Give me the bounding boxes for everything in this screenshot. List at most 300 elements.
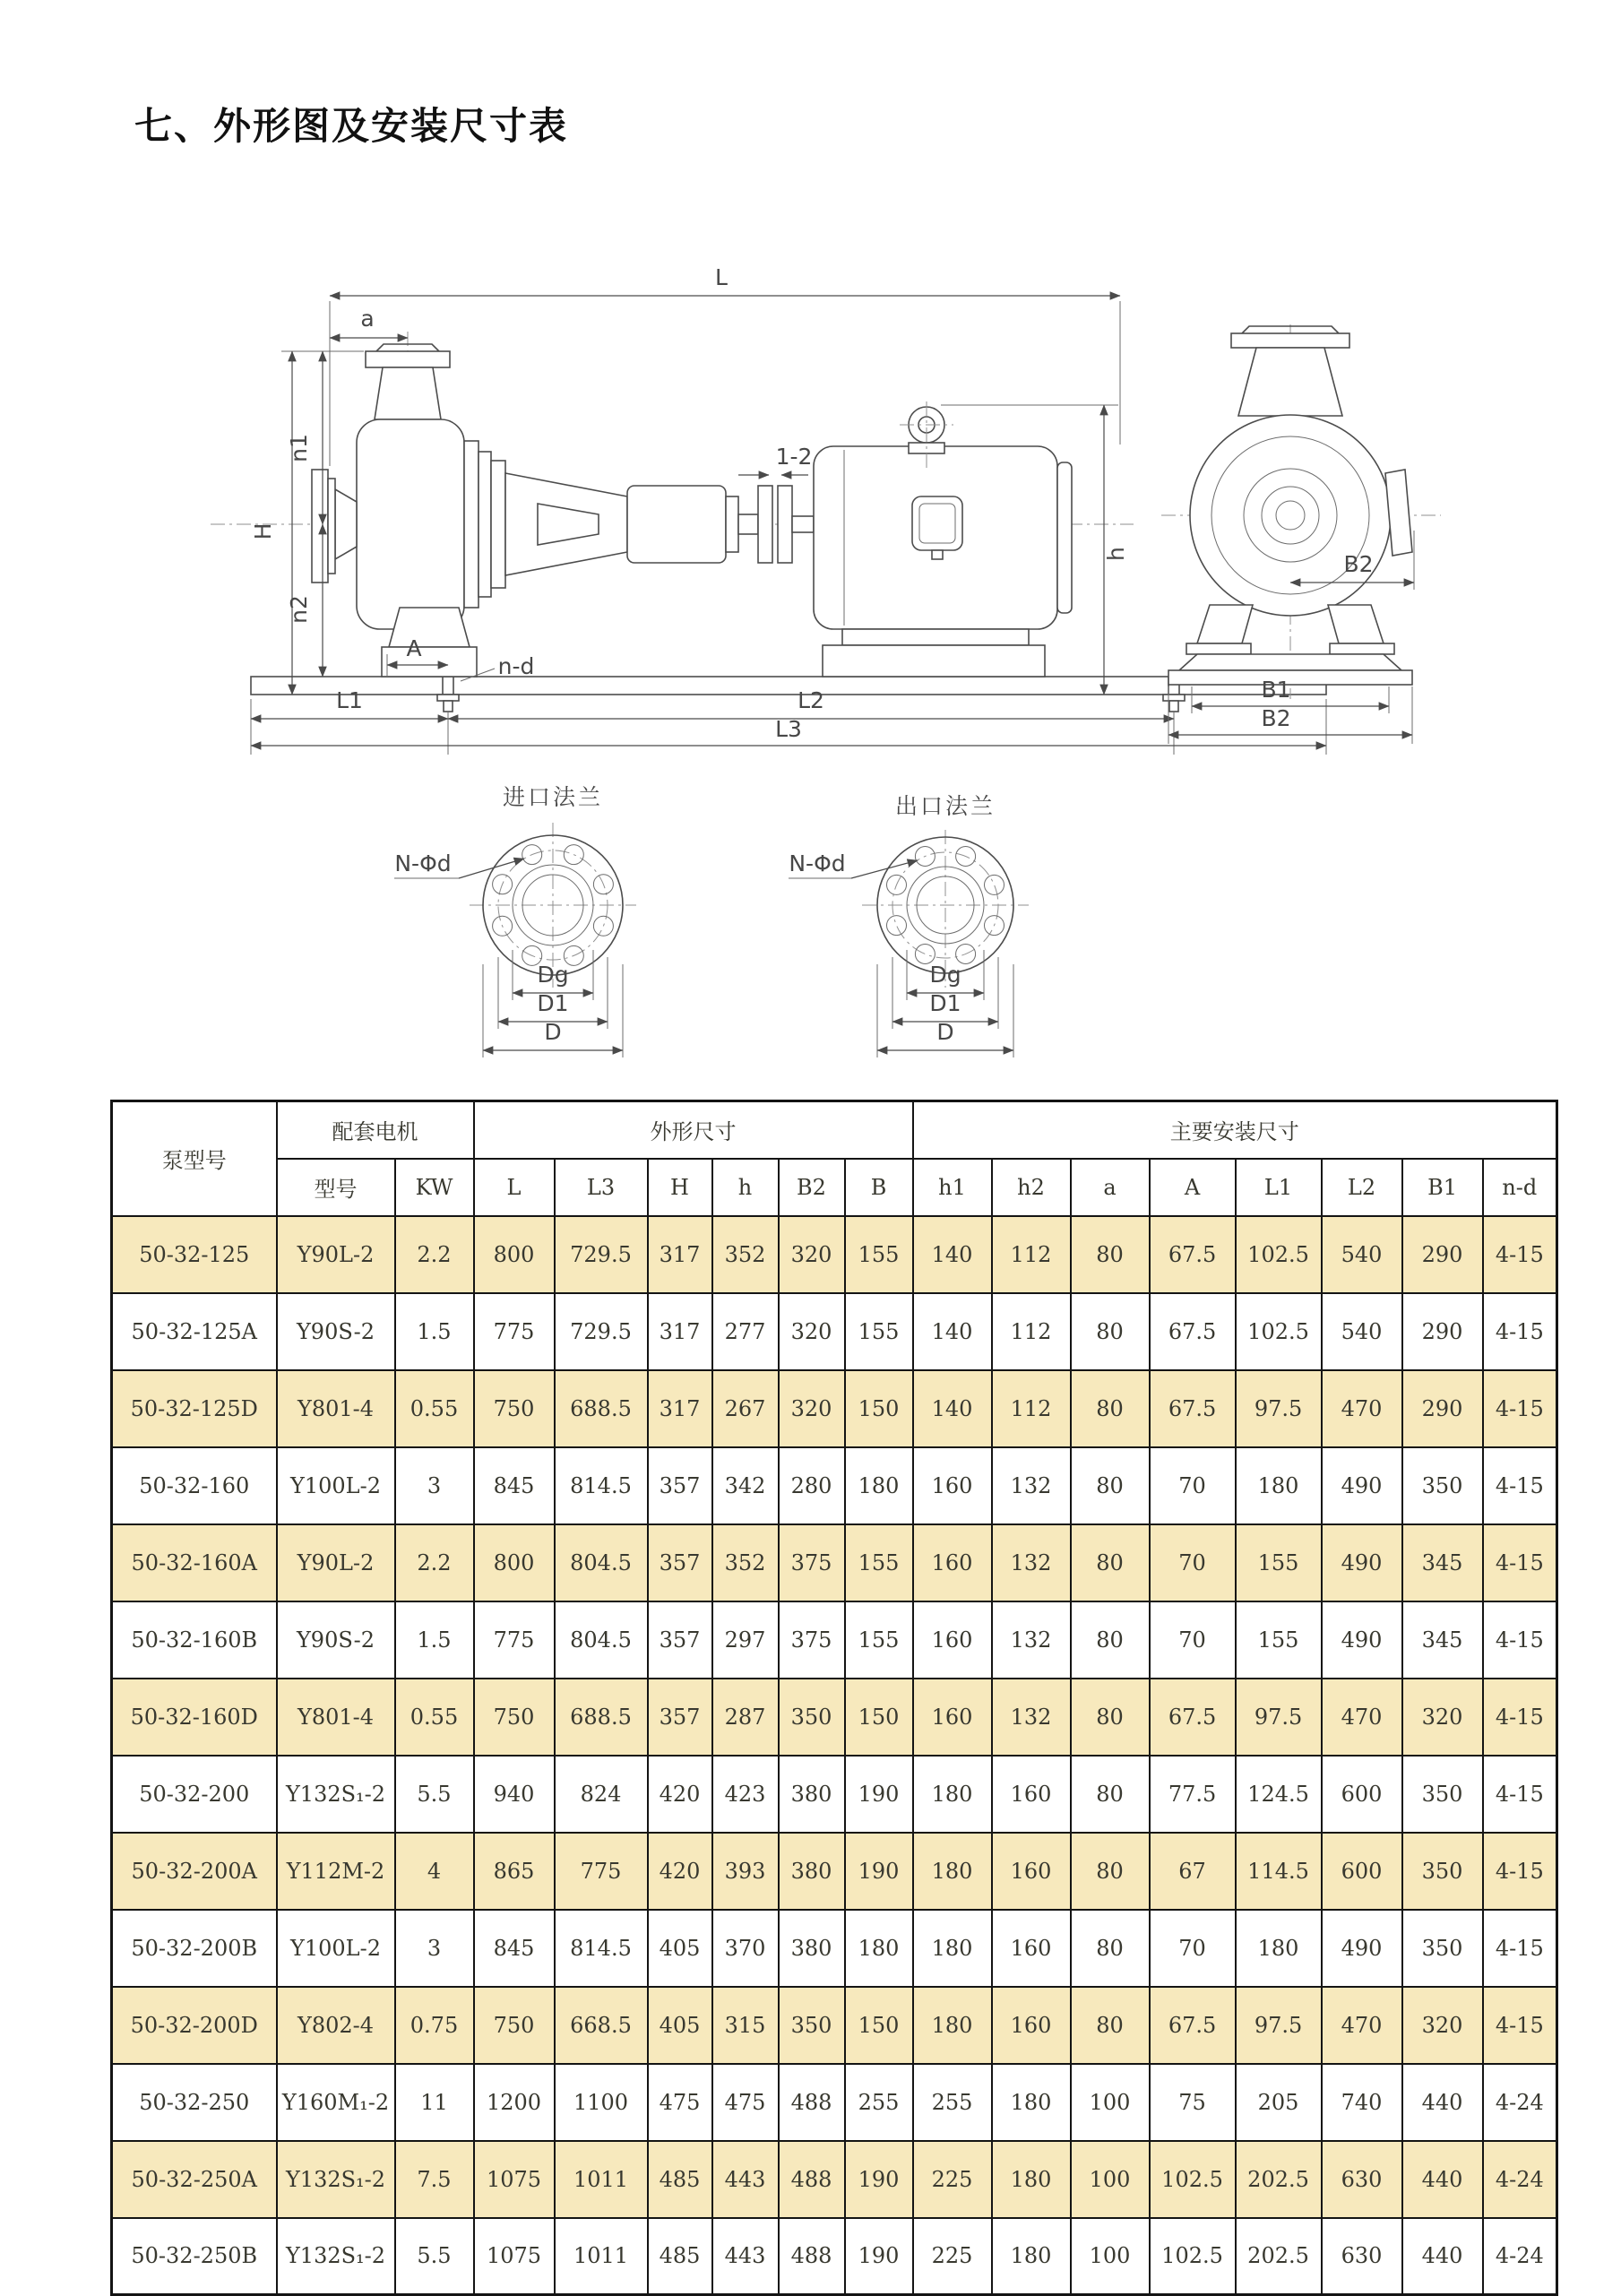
value-cell: 357	[648, 1601, 712, 1679]
shaft-stub	[738, 514, 758, 534]
value-cell: 287	[712, 1679, 779, 1756]
value-cell: 420	[648, 1756, 712, 1833]
value-cell: 297	[712, 1601, 779, 1679]
value-cell: 280	[779, 1447, 845, 1524]
value-cell: 380	[779, 1910, 845, 1987]
value-cell: 475	[712, 2064, 779, 2141]
outlet-n-phi-d-label: N-Φd	[789, 850, 846, 876]
motor-shaft	[792, 516, 814, 532]
pump-model-cell: 50-32-160D	[112, 1679, 277, 1756]
value-cell: 67.5	[1150, 1293, 1236, 1370]
value-cell: 5.5	[395, 2218, 474, 2295]
value-cell: 4	[395, 1833, 474, 1910]
value-cell: 155	[845, 1293, 913, 1370]
value-cell: 352	[712, 1216, 779, 1293]
table-row	[112, 1910, 1557, 1987]
value-cell: 490	[1322, 1910, 1402, 1987]
header-h1: h1	[913, 1159, 992, 1216]
value-cell: 1100	[555, 2064, 648, 2141]
pump-model-cell: 50-32-160	[112, 1447, 277, 1524]
value-cell: 155	[845, 1524, 913, 1601]
header-H: H	[648, 1159, 712, 1216]
value-cell: 102.5	[1150, 2141, 1236, 2218]
value-cell: 4-24	[1483, 2218, 1557, 2295]
value-cell: 160	[913, 1447, 992, 1524]
value-cell: Y132S₁-2	[277, 2141, 395, 2218]
bearing-end-cap	[726, 496, 738, 552]
outlet-dim-label-D: D	[936, 1019, 954, 1045]
value-cell: 4-15	[1483, 1679, 1557, 1756]
value-cell: 630	[1322, 2218, 1402, 2295]
casing-cover	[464, 441, 479, 608]
value-cell: 160	[913, 1601, 992, 1679]
inlet-flange-detail	[394, 784, 636, 1057]
value-cell: 202.5	[1236, 2218, 1322, 2295]
header-n-d: n-d	[1483, 1159, 1557, 1216]
volute-casing	[357, 419, 464, 629]
value-cell: 4-15	[1483, 1293, 1557, 1370]
value-cell: 380	[779, 1833, 845, 1910]
value-cell: 488	[779, 2218, 845, 2295]
value-cell: 342	[712, 1447, 779, 1524]
table-row	[112, 1370, 1557, 1447]
value-cell: 80	[1071, 1447, 1150, 1524]
value-cell: Y90L-2	[277, 1216, 395, 1293]
value-cell: 3	[395, 1447, 474, 1524]
dim-label-B1: B1	[1261, 677, 1291, 703]
volute-outer-circle	[1190, 415, 1391, 616]
value-cell: 277	[712, 1293, 779, 1370]
value-cell: 4-15	[1483, 1447, 1557, 1524]
value-cell: 11	[395, 2064, 474, 2141]
value-cell: 140	[913, 1216, 992, 1293]
value-cell: 350	[1402, 1910, 1483, 1987]
dim-label-nd: n-d	[497, 653, 535, 679]
suction-flange	[312, 470, 328, 583]
dim-label-L3: L3	[775, 716, 802, 742]
value-cell: 70	[1150, 1447, 1236, 1524]
discharge-pipe	[375, 367, 441, 419]
value-cell: 97.5	[1236, 1679, 1322, 1756]
value-cell: 102.5	[1236, 1216, 1322, 1293]
value-cell: 423	[712, 1756, 779, 1833]
value-cell: 150	[845, 1370, 913, 1447]
value-cell: Y801-4	[277, 1679, 395, 1756]
value-cell: 155	[845, 1601, 913, 1679]
value-cell: 290	[1402, 1370, 1483, 1447]
value-cell: 67.5	[1150, 1679, 1236, 1756]
value-cell: 290	[1402, 1293, 1483, 1370]
value-cell: 67.5	[1150, 1370, 1236, 1447]
value-cell: 380	[779, 1756, 845, 1833]
dim-label-H: H	[250, 522, 276, 540]
dim-label-n2: n2	[286, 595, 312, 624]
value-cell: 350	[1402, 1833, 1483, 1910]
table-header	[112, 1101, 1557, 1216]
discharge-flange	[366, 351, 450, 367]
value-cell: 267	[712, 1370, 779, 1447]
value-cell: 77.5	[1150, 1756, 1236, 1833]
value-cell: 315	[712, 1987, 779, 2064]
pump-model-cell: 50-32-250B	[112, 2218, 277, 2295]
motor-riser-block	[823, 645, 1045, 677]
value-cell: 100	[1071, 2141, 1150, 2218]
value-cell: 70	[1150, 1910, 1236, 1987]
value-cell: 112	[992, 1370, 1071, 1447]
value-cell: 225	[913, 2141, 992, 2218]
value-cell: 443	[712, 2218, 779, 2295]
value-cell: 180	[845, 1447, 913, 1524]
pump-model-cell: 50-32-160B	[112, 1601, 277, 1679]
value-cell: 352	[712, 1524, 779, 1601]
pump-side-view	[211, 264, 1326, 755]
header-B2: B2	[779, 1159, 845, 1216]
coupling-half-motor	[778, 486, 792, 563]
value-cell: 845	[474, 1447, 555, 1524]
value-cell: 4-15	[1483, 1987, 1557, 2064]
dim-label-L2: L2	[798, 687, 824, 713]
value-cell: 4-24	[1483, 2141, 1557, 2218]
sub-header-row	[112, 1159, 1557, 1216]
page-title: 七、外形图及安装尺寸表	[134, 104, 569, 148]
pump-model-cell: 50-32-125A	[112, 1293, 277, 1370]
value-cell: Y160M₁-2	[277, 2064, 395, 2141]
dim-coupling-gap	[738, 444, 812, 475]
gland-plate	[479, 452, 491, 597]
table-row	[112, 1987, 1557, 2064]
endview-left-foot	[1186, 643, 1251, 654]
value-cell: 100	[1071, 2064, 1150, 2141]
value-cell: 0.75	[395, 1987, 474, 2064]
value-cell: 4-15	[1483, 1524, 1557, 1601]
value-cell: Y112M-2	[277, 1833, 395, 1910]
table-body	[112, 1216, 1557, 2295]
outlet-flange-title: 出口法兰	[894, 793, 996, 819]
value-cell: 80	[1071, 1293, 1150, 1370]
value-cell: 540	[1322, 1216, 1402, 1293]
header-L3: L3	[555, 1159, 648, 1216]
value-cell: 205	[1236, 2064, 1322, 2141]
suction-flange-face	[328, 479, 335, 574]
value-cell: 440	[1402, 2218, 1483, 2295]
value-cell: Y90L-2	[277, 1524, 395, 1601]
value-cell: 740	[1322, 2064, 1402, 2141]
inlet-dim-label-D: D	[544, 1019, 562, 1045]
dim-label-a: a	[360, 306, 375, 332]
value-cell: 600	[1322, 1756, 1402, 1833]
dim-label-L: L	[715, 264, 728, 290]
value-cell: 490	[1322, 1524, 1402, 1601]
pump-model-cell: 50-32-160A	[112, 1524, 277, 1601]
table-row	[112, 1679, 1557, 1756]
value-cell: Y100L-2	[277, 1910, 395, 1987]
baseplate	[251, 677, 1326, 695]
header-motor-model: 型号	[277, 1159, 395, 1216]
dim-label-A: A	[406, 635, 422, 661]
value-cell: 317	[648, 1370, 712, 1447]
value-cell: 100	[1071, 2218, 1150, 2295]
table-row	[112, 2141, 1557, 2218]
pump-model-cell: 50-32-250	[112, 2064, 277, 2141]
table-row	[112, 1756, 1557, 1833]
header-h: h	[712, 1159, 779, 1216]
table-row	[112, 2064, 1557, 2141]
value-cell: 67.5	[1150, 1987, 1236, 2064]
pump-model-cell: 50-32-200D	[112, 1987, 277, 2064]
value-cell: 485	[648, 2218, 712, 2295]
endview-left-leg	[1197, 605, 1253, 643]
pump-outline-svg	[0, 117, 1621, 1084]
value-cell: 3	[395, 1910, 474, 1987]
header-pump-model: 泵型号	[112, 1101, 277, 1216]
value-cell: 160	[992, 1910, 1071, 1987]
header-install-group: 主要安装尺寸	[913, 1101, 1557, 1159]
value-cell: 180	[913, 1910, 992, 1987]
coupling-half-pump	[758, 486, 772, 563]
value-cell: 1.5	[395, 1601, 474, 1679]
table-row	[112, 1447, 1557, 1524]
value-cell: 180	[913, 1987, 992, 2064]
value-cell: 350	[1402, 1447, 1483, 1524]
header-A: A	[1150, 1159, 1236, 1216]
pump-model-cell: 50-32-125D	[112, 1370, 277, 1447]
header-L: L	[474, 1159, 555, 1216]
value-cell: 940	[474, 1756, 555, 1833]
dim-label-h: h	[1103, 547, 1129, 561]
stuffing-box	[491, 461, 505, 588]
value-cell: 132	[992, 1447, 1071, 1524]
value-cell: 160	[992, 1987, 1071, 2064]
value-cell: 630	[1322, 2141, 1402, 2218]
value-cell: 357	[648, 1447, 712, 1524]
value-cell: 102.5	[1150, 2218, 1236, 2295]
value-cell: 729.5	[555, 1216, 648, 1293]
value-cell: 320	[779, 1370, 845, 1447]
value-cell: 750	[474, 1370, 555, 1447]
value-cell: 750	[474, 1679, 555, 1756]
value-cell: 345	[1402, 1524, 1483, 1601]
value-cell: 155	[1236, 1601, 1322, 1679]
outlet-n-phi-d-callout	[789, 850, 918, 878]
value-cell: 97.5	[1236, 1370, 1322, 1447]
header-motor-group: 配套电机	[277, 1101, 474, 1159]
endview-discharge-neck	[1238, 348, 1342, 416]
value-cell: 1011	[555, 2141, 648, 2218]
endview-discharge-flange	[1231, 333, 1349, 348]
outlet-dim-label-Dg: Dg	[929, 962, 961, 988]
value-cell: 490	[1322, 1447, 1402, 1524]
value-cell: 440	[1402, 2064, 1483, 2141]
value-cell: 405	[648, 1910, 712, 1987]
value-cell: 70	[1150, 1601, 1236, 1679]
value-cell: 190	[845, 2218, 913, 2295]
value-cell: 865	[474, 1833, 555, 1910]
value-cell: 114.5	[1236, 1833, 1322, 1910]
pump-foot-pad	[382, 647, 477, 677]
value-cell: 470	[1322, 1679, 1402, 1756]
value-cell: 4-24	[1483, 2064, 1557, 2141]
value-cell: 102.5	[1236, 1293, 1322, 1370]
value-cell: 320	[779, 1216, 845, 1293]
header-B1: B1	[1402, 1159, 1483, 1216]
value-cell: Y132S₁-2	[277, 1756, 395, 1833]
endview-pedestal	[1179, 654, 1401, 670]
value-cell: 80	[1071, 1833, 1150, 1910]
table-row	[112, 1601, 1557, 1679]
value-cell: 5.5	[395, 1756, 474, 1833]
value-cell: 485	[648, 2141, 712, 2218]
dim-label-L1: L1	[336, 687, 363, 713]
value-cell: 488	[779, 2141, 845, 2218]
value-cell: 600	[1322, 1833, 1402, 1910]
value-cell: 357	[648, 1524, 712, 1601]
value-cell: 140	[913, 1370, 992, 1447]
dim-label-gap: 1-2	[775, 444, 813, 470]
value-cell: 4-15	[1483, 1756, 1557, 1833]
value-cell: 160	[992, 1756, 1071, 1833]
value-cell: Y132S₁-2	[277, 2218, 395, 2295]
value-cell: 80	[1071, 1910, 1150, 1987]
outlet-dim-label-D1: D1	[929, 990, 961, 1016]
value-cell: 375	[779, 1524, 845, 1601]
value-cell: 1.5	[395, 1293, 474, 1370]
value-cell: 350	[1402, 1756, 1483, 1833]
value-cell: 4-15	[1483, 1910, 1557, 1987]
value-cell: 150	[845, 1679, 913, 1756]
value-cell: 804.5	[555, 1524, 648, 1601]
endview-side-tab	[1385, 470, 1412, 556]
value-cell: 750	[474, 1987, 555, 2064]
outlet-flange-detail	[789, 793, 1029, 1057]
value-cell: 775	[474, 1293, 555, 1370]
suction-cone	[335, 489, 357, 559]
value-cell: 80	[1071, 1679, 1150, 1756]
value-cell: 7.5	[395, 2141, 474, 2218]
value-cell: 0.55	[395, 1679, 474, 1756]
dim-label-B2-mid: B2	[1343, 551, 1374, 577]
value-cell: Y90S-2	[277, 1601, 395, 1679]
value-cell: 160	[992, 1833, 1071, 1910]
dim-L3	[251, 716, 1326, 746]
value-cell: 190	[845, 1756, 913, 1833]
header-L2: L2	[1322, 1159, 1402, 1216]
value-cell: 804.5	[555, 1601, 648, 1679]
pump-model-cell: 50-32-200B	[112, 1910, 277, 1987]
value-cell: 80	[1071, 1216, 1150, 1293]
value-cell: 180	[1236, 1910, 1322, 1987]
value-cell: 4-15	[1483, 1216, 1557, 1293]
pump-model-cell: 50-32-200A	[112, 1833, 277, 1910]
value-cell: 320	[1402, 1987, 1483, 2064]
value-cell: 350	[779, 1987, 845, 2064]
value-cell: 132	[992, 1601, 1071, 1679]
value-cell: 357	[648, 1679, 712, 1756]
value-cell: 729.5	[555, 1293, 648, 1370]
value-cell: 150	[845, 1987, 913, 2064]
inlet-flange-title: 进口法兰	[502, 784, 604, 810]
value-cell: 180	[845, 1910, 913, 1987]
value-cell: 180	[992, 2141, 1071, 2218]
value-cell: 4-15	[1483, 1833, 1557, 1910]
value-cell: 370	[712, 1910, 779, 1987]
value-cell: 67.5	[1150, 1216, 1236, 1293]
value-cell: 180	[1236, 1447, 1322, 1524]
value-cell: 80	[1071, 1370, 1150, 1447]
endview-right-foot	[1330, 643, 1394, 654]
value-cell: 320	[779, 1293, 845, 1370]
dimension-table	[110, 1100, 1558, 2296]
value-cell: 1075	[474, 2141, 555, 2218]
motor-seat	[842, 629, 1029, 645]
pump-foot	[389, 608, 470, 647]
value-cell: 668.5	[555, 1987, 648, 2064]
value-cell: 4-15	[1483, 1601, 1557, 1679]
table-row	[112, 1833, 1557, 1910]
value-cell: 1075	[474, 2218, 555, 2295]
value-cell: 180	[992, 2218, 1071, 2295]
value-cell: 814.5	[555, 1910, 648, 1987]
value-cell: 2.2	[395, 1216, 474, 1293]
inlet-dim-label-Dg: Dg	[537, 962, 569, 988]
value-cell: 75	[1150, 2064, 1236, 2141]
dim-label-n1: n1	[286, 434, 312, 462]
value-cell: 375	[779, 1601, 845, 1679]
pump-end-view	[1161, 324, 1441, 744]
value-cell: 800	[474, 1524, 555, 1601]
value-cell: 845	[474, 1910, 555, 1987]
value-cell: 800	[474, 1216, 555, 1293]
value-cell: 4-15	[1483, 1370, 1557, 1447]
table-row	[112, 1293, 1557, 1370]
value-cell: 317	[648, 1293, 712, 1370]
value-cell: 290	[1402, 1216, 1483, 1293]
header-h2: h2	[992, 1159, 1071, 1216]
value-cell: 225	[913, 2218, 992, 2295]
dim-label-B2-bottom: B2	[1261, 705, 1291, 731]
value-cell: 70	[1150, 1524, 1236, 1601]
value-cell: 160	[913, 1679, 992, 1756]
value-cell: 202.5	[1236, 2141, 1322, 2218]
value-cell: 470	[1322, 1370, 1402, 1447]
value-cell: 688.5	[555, 1679, 648, 1756]
value-cell: 80	[1071, 1524, 1150, 1601]
value-cell: 540	[1322, 1293, 1402, 1370]
outline-drawing	[0, 117, 1621, 1084]
value-cell: 180	[913, 1833, 992, 1910]
header-a: a	[1071, 1159, 1150, 1216]
value-cell: 132	[992, 1679, 1071, 1756]
value-cell: 2.2	[395, 1524, 474, 1601]
value-cell: 80	[1071, 1601, 1150, 1679]
value-cell: 440	[1402, 2141, 1483, 2218]
value-cell: 490	[1322, 1601, 1402, 1679]
value-cell: 488	[779, 2064, 845, 2141]
value-cell: 775	[555, 1833, 648, 1910]
value-cell: 255	[913, 2064, 992, 2141]
value-cell: 155	[1236, 1524, 1322, 1601]
value-cell: 814.5	[555, 1447, 648, 1524]
bearing-housing	[627, 486, 726, 563]
value-cell: 180	[913, 1756, 992, 1833]
value-cell: 1011	[555, 2218, 648, 2295]
value-cell: 1200	[474, 2064, 555, 2141]
value-cell: 80	[1071, 1756, 1150, 1833]
value-cell: 0.55	[395, 1370, 474, 1447]
value-cell: Y90S-2	[277, 1293, 395, 1370]
value-cell: 345	[1402, 1601, 1483, 1679]
value-cell: 180	[992, 2064, 1071, 2141]
value-cell: Y802-4	[277, 1987, 395, 2064]
